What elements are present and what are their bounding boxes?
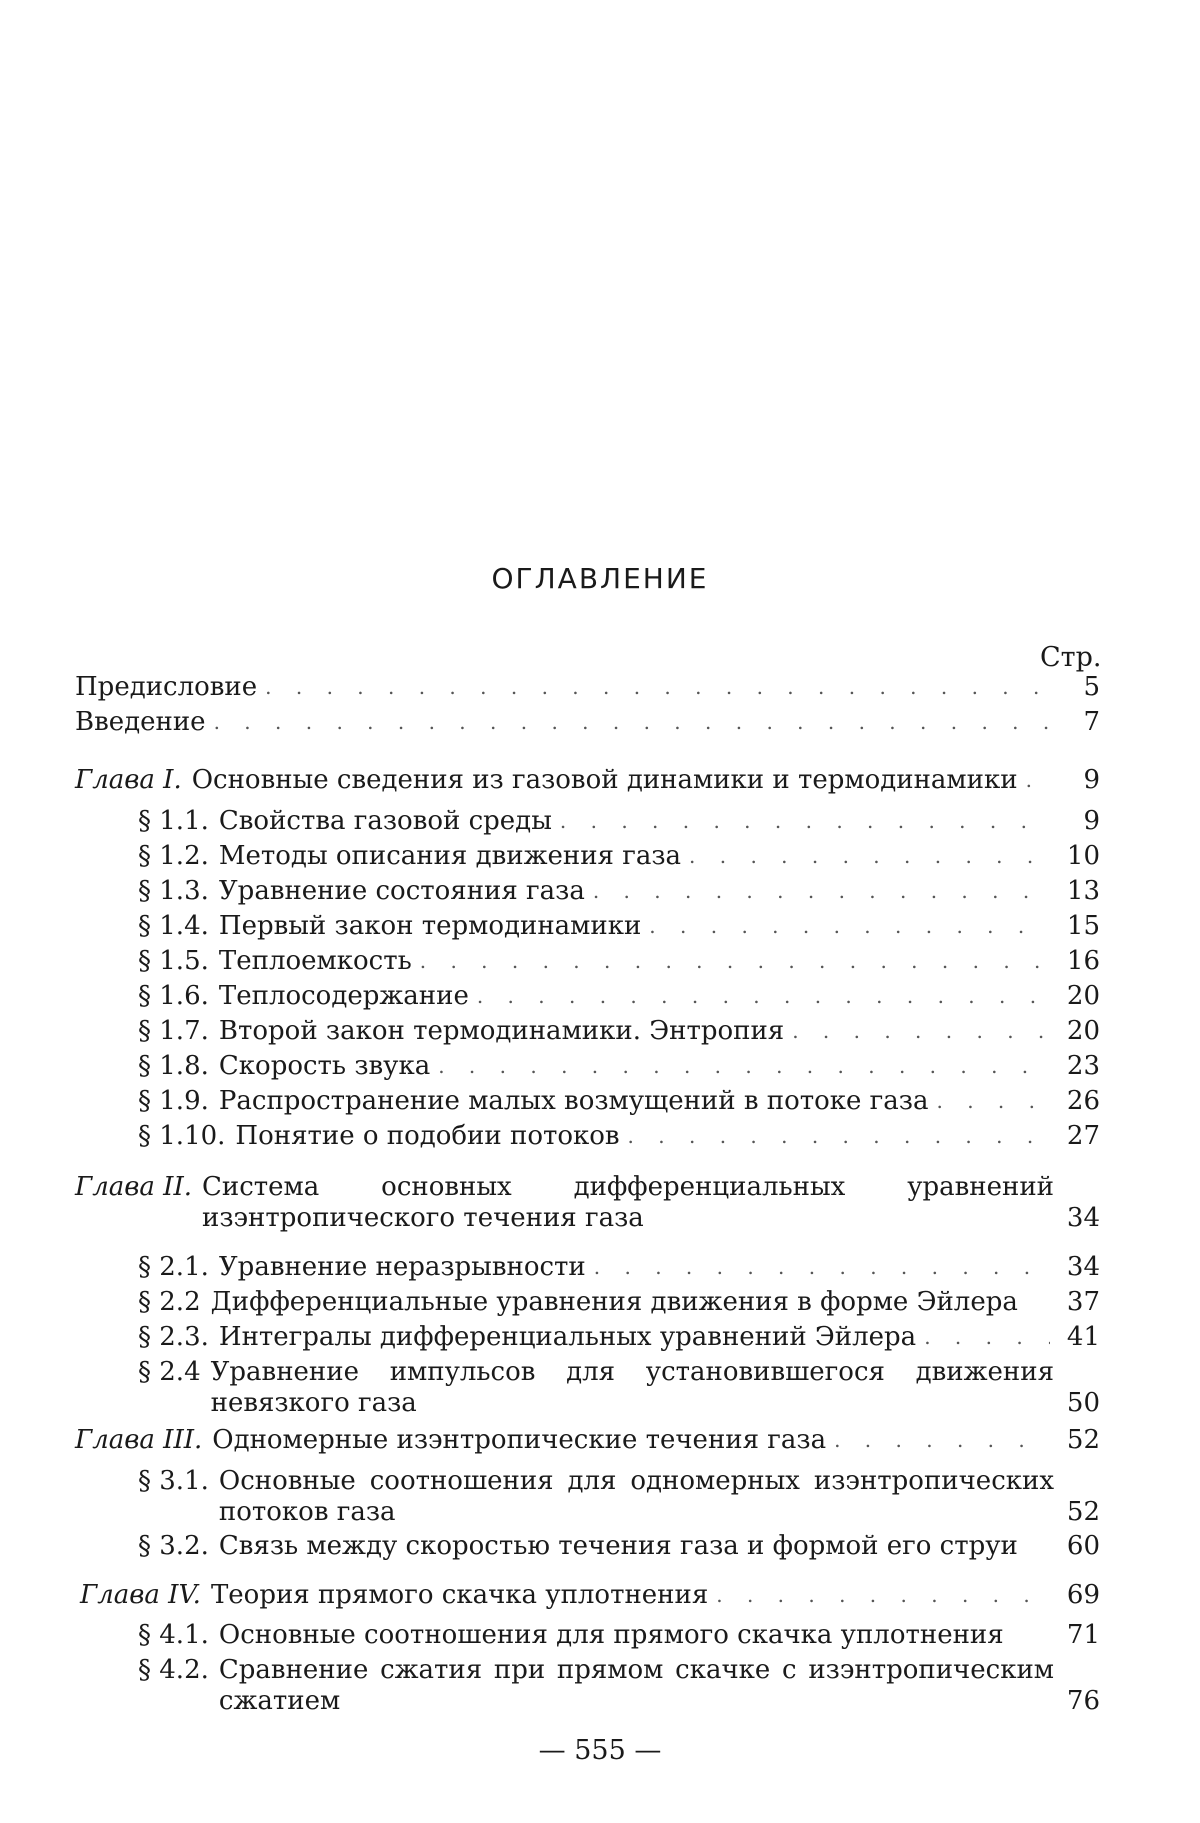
toc-chapter bbox=[75, 1172, 1100, 1234]
section-number: § 3.2. bbox=[138, 1531, 209, 1561]
toc-entry-label: Распространение малых возмущений в потоке газа bbox=[218, 1086, 929, 1116]
toc-entry-page: 76 bbox=[1066, 1686, 1100, 1716]
toc-entry-label: Дифференциальные уравнения движения в форме Эйлера bbox=[210, 1287, 1018, 1317]
toc-entry-page: 52 bbox=[1066, 1497, 1100, 1527]
toc-entry-label: Свойства газовой среды bbox=[218, 806, 552, 836]
chapter-number: Глава I. bbox=[75, 765, 182, 795]
leader-dots bbox=[834, 1425, 1050, 1456]
toc-entry bbox=[75, 707, 1100, 738]
toc-entry-label: Теория прямого скачка уплотнения bbox=[210, 1580, 709, 1610]
toc-entry-label: Первый закон термодинамики bbox=[218, 911, 642, 941]
page-title: ОГЛАВЛЕНИЕ bbox=[491, 562, 709, 595]
toc-entry-label: Основные соотношения для прямого скачка уплотнения bbox=[218, 1620, 1004, 1650]
leader-dots bbox=[716, 1580, 1050, 1611]
leader-dots bbox=[477, 981, 1050, 1012]
toc-entry-label: Введение bbox=[75, 707, 206, 737]
section-number: § 4.1. bbox=[138, 1620, 209, 1650]
toc-entry-page: 71 bbox=[1066, 1620, 1100, 1650]
toc-entry-label: Скорость звука bbox=[218, 1051, 431, 1081]
leader-dots bbox=[214, 707, 1050, 738]
toc-entry-label: Второй закон термодинамики. Энтропия bbox=[218, 1016, 785, 1046]
toc-section bbox=[138, 1322, 1100, 1353]
toc-section bbox=[138, 1655, 1100, 1717]
leader-dots bbox=[649, 911, 1050, 942]
section-number: § 1.4. bbox=[138, 911, 209, 941]
toc-entry-label: Основные сведения из газовой динамики и термодинамики bbox=[191, 765, 1018, 795]
toc-entry-page: 41 bbox=[1066, 1322, 1100, 1352]
toc-entry-label: Одномерные изэнтропические течения газа bbox=[212, 1425, 827, 1455]
toc-chapter bbox=[75, 765, 1100, 796]
toc-entry-page: 69 bbox=[1066, 1580, 1100, 1610]
toc-entry-label: Уравнение импульсов для установившегося движения невязкого газа bbox=[210, 1357, 1054, 1418]
toc-entry-page: 9 bbox=[1083, 765, 1100, 795]
toc-entry-label: Уравнение состояния газа bbox=[218, 876, 585, 906]
toc-entry-label: Теплоемкость bbox=[218, 946, 412, 976]
leader-dots bbox=[560, 806, 1050, 837]
toc-entry-page: 9 bbox=[1083, 806, 1100, 836]
leader-dots bbox=[594, 1252, 1050, 1283]
chapter-number: Глава II. bbox=[75, 1172, 192, 1202]
toc-entry-page: 15 bbox=[1066, 911, 1100, 941]
toc-entry-label: Теплосодержание bbox=[218, 981, 469, 1011]
section-number: § 1.5. bbox=[138, 946, 209, 976]
section-number: § 1.10. bbox=[138, 1121, 226, 1151]
toc-section bbox=[138, 876, 1100, 907]
section-number: § 1.1. bbox=[138, 806, 209, 836]
toc-section bbox=[138, 1287, 1100, 1318]
section-number: § 1.7. bbox=[138, 1016, 209, 1046]
leader-dots bbox=[593, 876, 1050, 907]
toc-section bbox=[138, 1086, 1100, 1117]
toc-chapter bbox=[75, 1425, 1100, 1456]
toc-section bbox=[138, 1121, 1100, 1152]
toc-section bbox=[138, 1252, 1100, 1283]
toc-entry-label: Сравнение сжатия при прямом скачке с изэнтропическим сжатием bbox=[218, 1655, 1054, 1716]
leader-dots bbox=[438, 1051, 1050, 1082]
section-number: § 1.2. bbox=[138, 841, 209, 871]
toc-entry-label: Предисловие bbox=[75, 672, 258, 702]
toc-entry-page: 23 bbox=[1066, 1051, 1100, 1081]
section-number: § 1.3. bbox=[138, 876, 209, 906]
toc-entry-page: 5 bbox=[1083, 672, 1100, 702]
page-column-label: Стр. bbox=[1040, 642, 1102, 673]
toc-chapter bbox=[80, 1580, 1100, 1611]
toc-entry-page: 7 bbox=[1083, 707, 1100, 737]
section-number: § 2.4 bbox=[138, 1357, 201, 1387]
section-number: § 4.2. bbox=[138, 1655, 209, 1685]
toc-entry-label: Понятие о подобии потоков bbox=[235, 1121, 620, 1151]
leader-dots bbox=[1026, 765, 1050, 796]
toc-entry-page: 20 bbox=[1066, 981, 1100, 1011]
leader-dots bbox=[924, 1322, 1050, 1353]
toc-section bbox=[138, 911, 1100, 942]
section-number: § 2.1. bbox=[138, 1252, 209, 1282]
toc-section bbox=[138, 946, 1100, 977]
toc-entry-label: Система основных дифференциальных уравнений изэнтропического течения газа bbox=[201, 1172, 1054, 1233]
toc-entry-label: Основные соотношения для одномерных изэнтропических потоков газа bbox=[218, 1466, 1054, 1527]
toc-section bbox=[138, 1466, 1100, 1528]
toc-section bbox=[138, 981, 1100, 1012]
section-number: § 1.9. bbox=[138, 1086, 209, 1116]
toc-section bbox=[138, 1357, 1100, 1419]
toc-entry-page: 52 bbox=[1066, 1425, 1100, 1455]
toc-entry-page: 10 bbox=[1066, 841, 1100, 871]
toc-section bbox=[138, 1531, 1100, 1562]
toc-entry-page: 27 bbox=[1066, 1121, 1100, 1151]
chapter-number: Глава III. bbox=[75, 1425, 203, 1455]
toc-entry-page: 16 bbox=[1066, 946, 1100, 976]
leader-dots bbox=[689, 841, 1050, 872]
toc-entry-label: Методы описания движения газа bbox=[218, 841, 682, 871]
toc-entry bbox=[75, 672, 1100, 703]
leader-dots bbox=[265, 672, 1050, 703]
toc-entry-page: 60 bbox=[1066, 1531, 1100, 1561]
page-number-footer: — 555 — bbox=[538, 1735, 662, 1766]
toc-section bbox=[138, 806, 1100, 837]
leader-dots bbox=[628, 1121, 1050, 1152]
toc-entry-label: Интегралы дифференциальных уравнений Эйлера bbox=[218, 1322, 917, 1352]
toc-entry-label: Связь между скоростью течения газа и формой его струи bbox=[218, 1531, 1018, 1561]
toc-section bbox=[138, 1016, 1100, 1047]
toc-section bbox=[138, 841, 1100, 872]
section-number: § 2.3. bbox=[138, 1322, 209, 1352]
toc-entry-page: 37 bbox=[1066, 1287, 1100, 1317]
toc-entry-page: 34 bbox=[1066, 1252, 1100, 1282]
toc-entry-page: 20 bbox=[1066, 1016, 1100, 1046]
leader-dots bbox=[936, 1086, 1050, 1117]
section-number: § 1.8. bbox=[138, 1051, 209, 1081]
section-number: § 1.6. bbox=[138, 981, 209, 1011]
toc-entry-page: 50 bbox=[1066, 1388, 1100, 1418]
toc-section bbox=[138, 1051, 1100, 1082]
toc-entry-page: 13 bbox=[1066, 876, 1100, 906]
leader-dots bbox=[792, 1016, 1050, 1047]
toc-section bbox=[138, 1620, 1100, 1651]
toc-entry-label: Уравнение неразрывности bbox=[218, 1252, 586, 1282]
toc-entry-page: 34 bbox=[1066, 1203, 1100, 1233]
section-number: § 3.1. bbox=[138, 1466, 209, 1496]
toc-entry-page: 26 bbox=[1066, 1086, 1100, 1116]
chapter-number: Глава IV. bbox=[80, 1580, 201, 1610]
leader-dots bbox=[420, 946, 1050, 977]
section-number: § 2.2 bbox=[138, 1287, 201, 1317]
